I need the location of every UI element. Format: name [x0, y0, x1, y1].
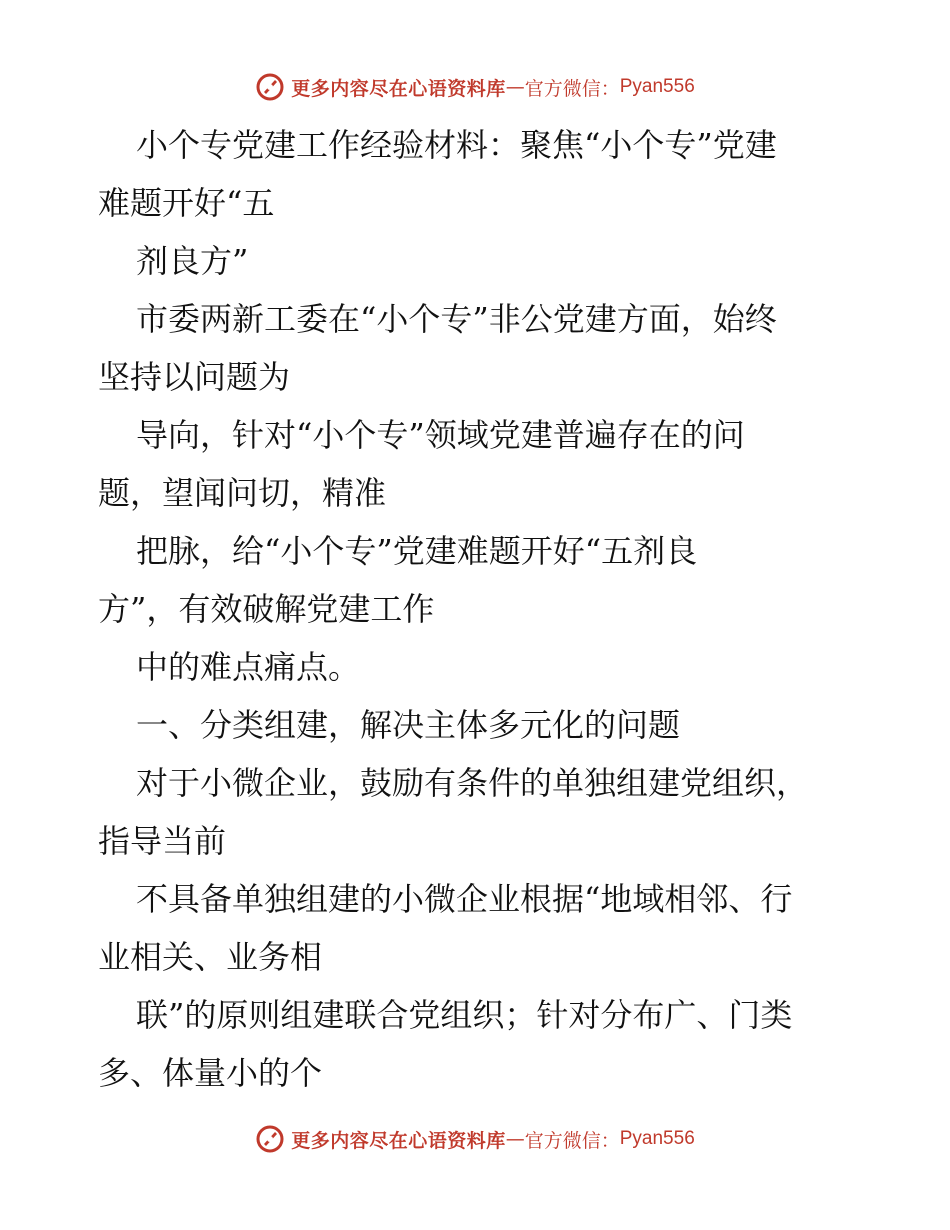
watermark-site: 更多内容尽在心语资料库 — [291, 77, 506, 100]
text-line: 把脉，给“小个专”党建难题开好“五剂良 — [136, 532, 698, 570]
text-line: 对于小微企业，鼓励有条件的单独组建党组织， — [136, 764, 809, 802]
text-line: 方”，有效破解党建工作 — [98, 590, 435, 628]
watermark-label: 官方微信： — [524, 77, 620, 100]
text-line: 剂良方” — [136, 242, 249, 280]
text-line: 多、体量小的个 — [98, 1054, 323, 1092]
text-line: 指导当前 — [98, 822, 227, 860]
text-line: 中的难点痛点。 — [136, 648, 361, 686]
watermark-separator: — — [505, 1128, 525, 1150]
watermark-separator: — — [505, 76, 525, 98]
text-line: 题，望闻问切，精准 — [98, 474, 387, 512]
logo-icon — [255, 72, 285, 102]
text-line: 业相关、业务相 — [98, 938, 323, 976]
watermark-id: Pyan556 — [619, 76, 695, 97]
watermark-label: 官方微信： — [524, 1129, 620, 1152]
text-line: 坚持以问题为 — [98, 358, 291, 396]
text-line: 小个专党建工作经验材料：聚焦“小个专”党建 — [136, 126, 777, 164]
text-line: 联”的原则组建联合党组织；针对分布广、门类 — [136, 996, 793, 1034]
document-body — [98, 116, 858, 1102]
text-line: 难题开好“五 — [98, 184, 275, 222]
section-heading: 一、分类组建，解决主体多元化的问题 — [136, 706, 681, 744]
header-watermark — [0, 72, 950, 102]
watermark-site: 更多内容尽在心语资料库 — [291, 1129, 506, 1152]
footer-watermark — [0, 1124, 950, 1154]
watermark-id: Pyan556 — [619, 1128, 695, 1149]
text-line: 不具备单独组建的小微企业根据“地域相邻、行 — [136, 880, 793, 918]
text-line: 导向，针对“小个专”领域党建普遍存在的问 — [136, 416, 745, 454]
text-line: 市委两新工委在“小个专”非公党建方面，始终 — [136, 300, 777, 338]
logo-icon — [255, 1124, 285, 1154]
